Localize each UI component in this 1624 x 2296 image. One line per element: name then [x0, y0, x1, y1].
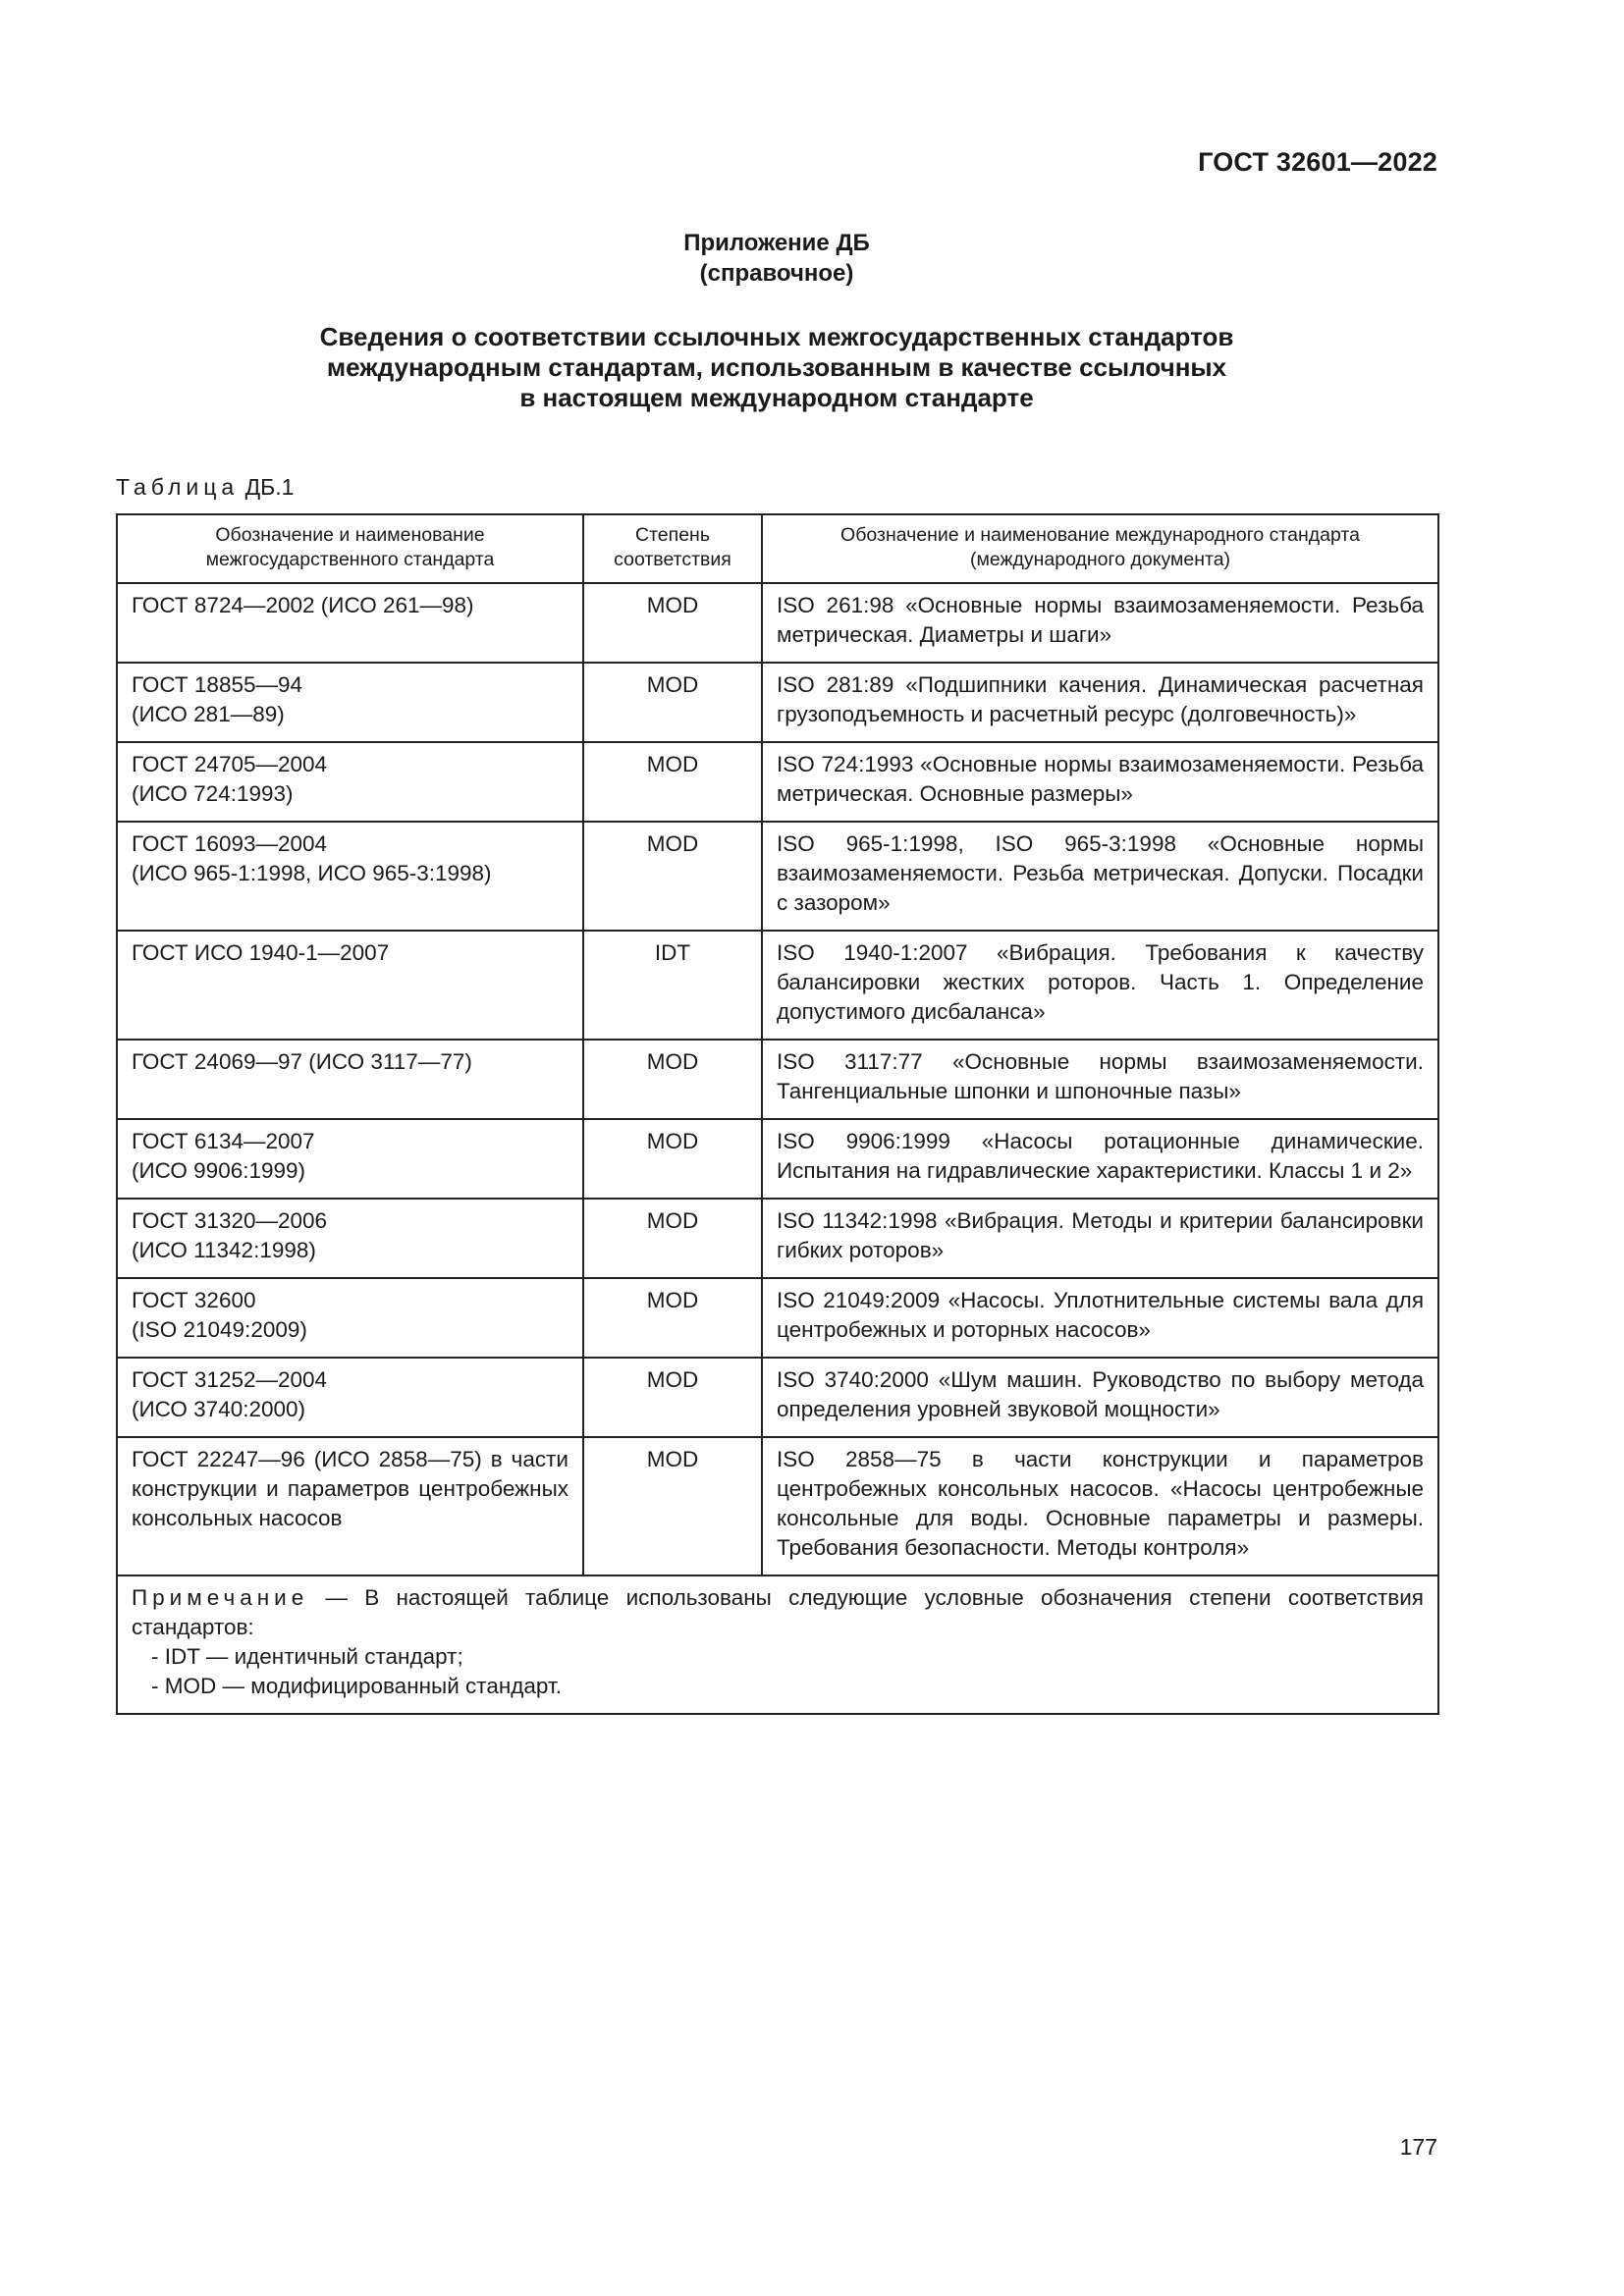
degree-cell: MOD	[583, 742, 762, 822]
degree-cell: MOD	[583, 583, 762, 663]
note-paragraph	[132, 1583, 1424, 1642]
intl-standard-cell: ISO 3740:2000 «Шум машин. Руководство по выбору метода определения уровней звуковой мощности»	[762, 1358, 1438, 1437]
page-number: 177	[1399, 2134, 1437, 2160]
degree-cell: MOD	[583, 1040, 762, 1119]
intl-standard-cell: ISO 11342:1998 «Вибрация. Методы и критерии балансировки гибких роторов»	[762, 1199, 1438, 1278]
main-title-line: в настоящем международном стандарте	[519, 383, 1034, 412]
degree-cell: MOD	[583, 1119, 762, 1199]
gost-text: ГОСТ 6134—2007	[132, 1129, 315, 1153]
gost-text: (ISO 21049:2009)	[132, 1317, 307, 1342]
gost-text: (ИСО 3740:2000)	[132, 1397, 306, 1421]
header-text: (международного документа)	[969, 549, 1231, 570]
table-row	[117, 1278, 1438, 1358]
intl-standard-cell: ISO 281:89 «Подшипники качения. Динамическая расчетная грузоподъемность и расчетный ресурс (долговечность)»	[762, 663, 1438, 742]
intl-standard-cell: ISO 724:1993 «Основные нормы взаимозаменяемости. Резьба метрическая. Основные размеры»	[762, 742, 1438, 822]
gost-cell	[117, 742, 583, 822]
gost-text: ГОСТ 18855—94	[132, 672, 303, 697]
table-row	[117, 822, 1438, 931]
table-note-row	[117, 1575, 1438, 1714]
gost-text: (ИСО 965-1:1998, ИСО 965-3:1998)	[132, 861, 492, 885]
gost-text: (ИСО 11342:1998)	[132, 1238, 316, 1262]
header-interstate-standard	[117, 514, 583, 583]
gost-text: ГОСТ 24705—2004	[132, 752, 328, 776]
header-text: межгосударственного стандарта	[205, 549, 495, 570]
table-row	[117, 583, 1438, 663]
table-caption-label: Таблица	[116, 474, 240, 500]
header-international-standard	[762, 514, 1438, 583]
degree-cell: MOD	[583, 1199, 762, 1278]
gost-cell	[117, 583, 583, 663]
table-row	[117, 1040, 1438, 1119]
table-row	[117, 1437, 1438, 1575]
main-title	[0, 322, 1553, 413]
intl-standard-cell: ISO 2858—75 в части конструкции и параметров центробежных консольных насосов. «Насосы центробежные консольные для воды. Основные параметры и размеры. Требования безопасности. Методы контроля»	[762, 1437, 1438, 1575]
table-header-row	[117, 514, 1438, 583]
table-caption-number: ДБ.1	[244, 474, 295, 500]
gost-cell	[117, 1199, 583, 1278]
header-text: соответствия	[614, 549, 731, 570]
annex-heading	[0, 228, 1553, 289]
gost-text: ГОСТ ИСО 1940-1—2007	[132, 940, 390, 965]
degree-cell: MOD	[583, 1437, 762, 1575]
gost-text: ГОСТ 16093—2004	[132, 831, 328, 856]
annex-kind: (справочное)	[699, 260, 854, 287]
degree-cell: MOD	[583, 1358, 762, 1437]
table-row	[117, 1199, 1438, 1278]
table-row	[117, 663, 1438, 742]
gost-cell	[117, 1119, 583, 1199]
degree-cell: MOD	[583, 663, 762, 742]
gost-text: (ИСО 281—89)	[132, 702, 285, 726]
degree-cell: IDT	[583, 931, 762, 1040]
gost-text: ГОСТ 31320—2006	[132, 1208, 328, 1233]
main-title-line: международным стандартам, использованным в качестве ссылочных	[326, 352, 1227, 382]
intl-standard-cell: ISO 261:98 «Основные нормы взаимозаменяемости. Резьба метрическая. Диаметры и шаги»	[762, 583, 1438, 663]
degree-cell: MOD	[583, 822, 762, 931]
gost-text: ГОСТ 8724—2002 (ИСО 261—98)	[132, 593, 474, 617]
gost-text: ГОСТ 22247—96 (ИСО 2858—75) в части конструкции и параметров центробежных консольных насосов	[132, 1447, 568, 1530]
header-text: Обозначение и наименование	[215, 524, 485, 546]
note-item: - MOD — модифицированный стандарт.	[151, 1674, 563, 1698]
gost-text: (ИСО 9906:1999)	[132, 1158, 306, 1183]
annex-title: Приложение ДБ	[683, 230, 870, 256]
table-row	[117, 1358, 1438, 1437]
gost-cell	[117, 1358, 583, 1437]
intl-standard-cell: ISO 3117:77 «Основные нормы взаимозаменяемости. Тангенциальные шпонки и шпоночные пазы»	[762, 1040, 1438, 1119]
header-degree	[583, 514, 762, 583]
header-text: Обозначение и наименование международного стандарта	[840, 524, 1360, 546]
gost-cell	[117, 931, 583, 1040]
gost-text: ГОСТ 32600	[132, 1288, 256, 1312]
intl-standard-cell: ISO 21049:2009 «Насосы. Уплотнительные системы вала для центробежных и роторных насосов»	[762, 1278, 1438, 1358]
note-label: Примечание	[132, 1585, 309, 1610]
gost-cell	[117, 663, 583, 742]
note-item: - IDT — идентичный стандарт;	[151, 1644, 463, 1669]
document-code: ГОСТ 32601—2022	[1198, 147, 1437, 177]
table-row	[117, 931, 1438, 1040]
header-text: Степень	[635, 524, 710, 546]
gost-cell	[117, 1040, 583, 1119]
table-row	[117, 742, 1438, 822]
gost-text: (ИСО 724:1993)	[132, 781, 294, 806]
gost-text: ГОСТ 24069—97 (ИСО 3117—77)	[132, 1049, 472, 1074]
intl-standard-cell: ISO 9906:1999 «Насосы ротационные динамические. Испытания на гидравлические характеристики. Классы 1 и 2»	[762, 1119, 1438, 1199]
intl-standard-cell: ISO 1940-1:2007 «Вибрация. Требования к качеству балансировки жестких роторов. Часть 1. Определение допустимого дисбаланса»	[762, 931, 1438, 1040]
table-note	[117, 1575, 1438, 1714]
note-text: — В настоящей таблице использованы следующие условные обозначения степени соответствия стандартов:	[132, 1585, 1424, 1639]
gost-cell	[117, 1278, 583, 1358]
main-title-line: Сведения о соответствии ссылочных межгосударственных стандартов	[319, 322, 1234, 351]
gost-cell	[117, 1437, 583, 1575]
conformity-table	[116, 513, 1439, 1715]
intl-standard-cell: ISO 965-1:1998, ISO 965-3:1998 «Основные нормы взаимозаменяемости. Резьба метрическая. Допуски. Посадки с зазором»	[762, 822, 1438, 931]
table-row	[117, 1119, 1438, 1199]
gost-cell	[117, 822, 583, 931]
gost-text: ГОСТ 31252—2004	[132, 1367, 328, 1392]
degree-cell: MOD	[583, 1278, 762, 1358]
table-caption	[116, 474, 294, 501]
